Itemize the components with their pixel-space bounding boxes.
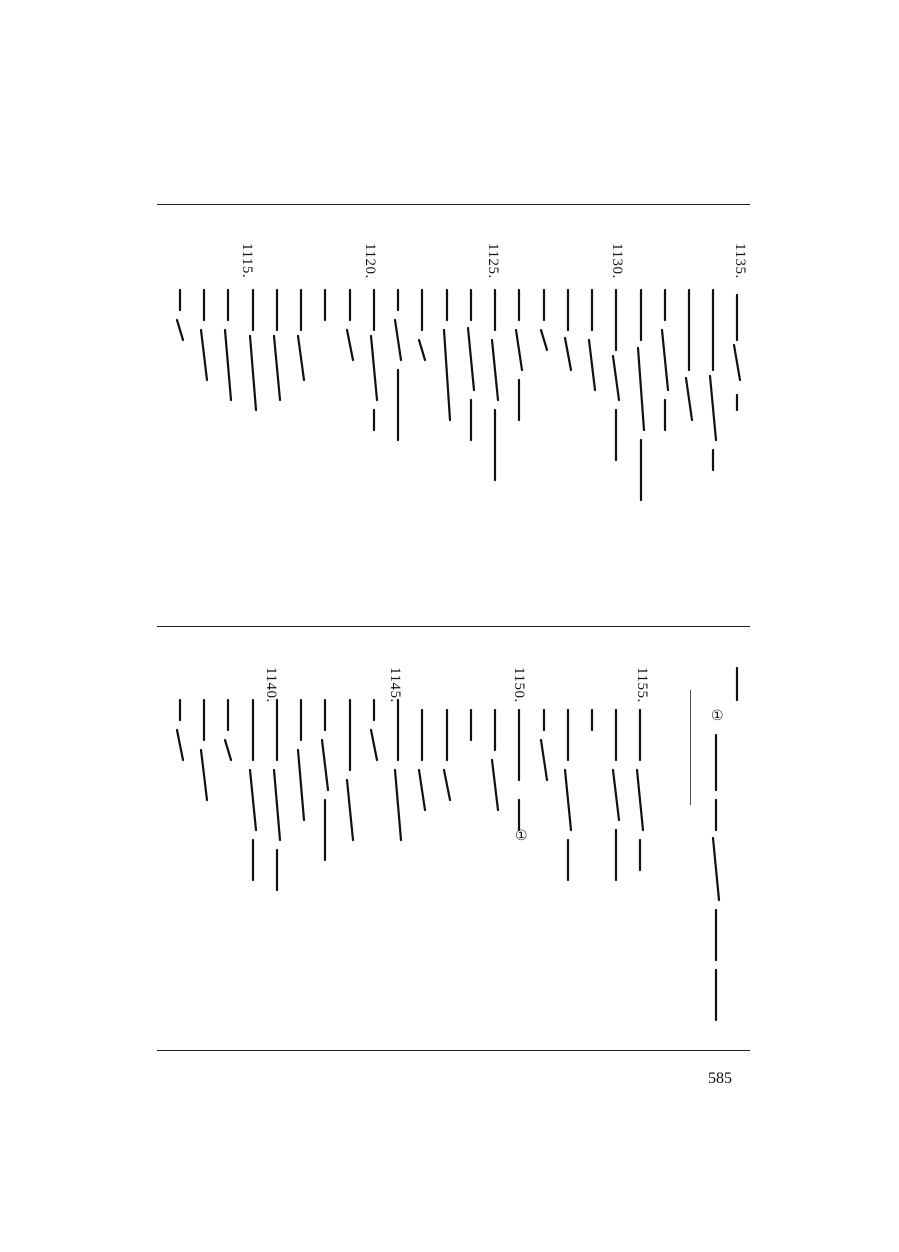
page-number: 585 xyxy=(708,1070,732,1087)
line-number: 1145. xyxy=(387,667,403,703)
line-number: 1120. xyxy=(362,243,378,279)
line-number: 1115. xyxy=(239,243,255,279)
line-number: 1130. xyxy=(609,243,625,279)
line-number: 1125. xyxy=(485,243,501,279)
inline-footnote-marker: ① xyxy=(515,828,528,844)
line-number: 1135. xyxy=(732,243,748,279)
line-number: 1150. xyxy=(511,667,527,703)
footnote-marker: ① xyxy=(711,708,724,724)
line-number: 1155. xyxy=(634,667,650,703)
line-number: 1140. xyxy=(263,667,279,703)
